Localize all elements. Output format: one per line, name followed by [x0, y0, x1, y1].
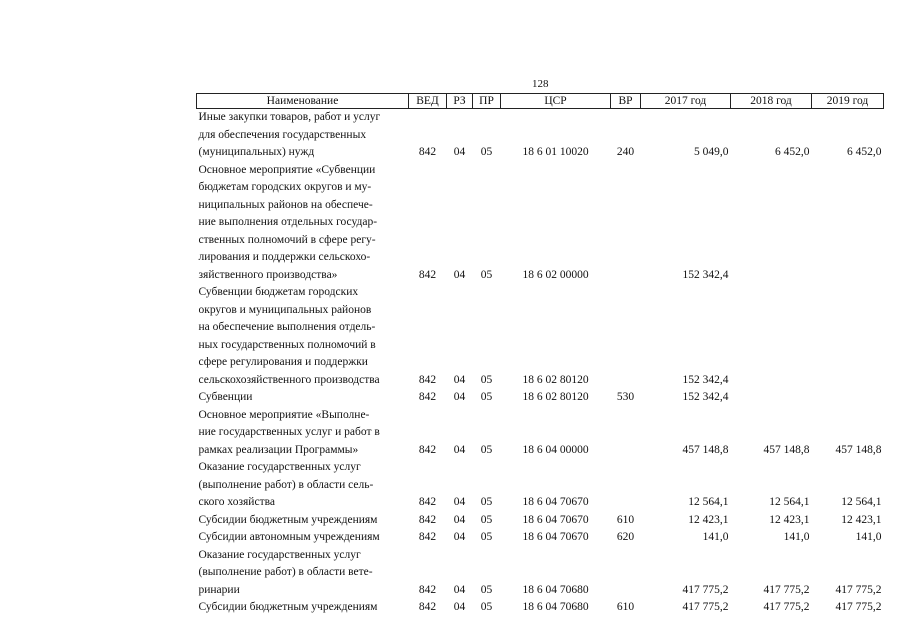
row-name-line: Субвенции бюджетам городских [198, 286, 359, 298]
ved-cell: 842 [418, 268, 437, 281]
table-row [197, 547, 884, 600]
row-name-cell [197, 512, 409, 530]
table-row [197, 512, 884, 530]
header-2018: 2018 год [731, 94, 812, 109]
row-name-line: ственных полномочий в сфере регу- [198, 233, 376, 246]
row-name-cell [197, 162, 409, 285]
amount-2018-cell: 12 564,1 [769, 496, 810, 508]
row-name-line: сельскохозяйственного производства [198, 373, 380, 386]
table-row [197, 284, 884, 389]
amount-2019-cell: 6 452,0 [847, 146, 882, 158]
ved-cell: 842 [418, 391, 437, 403]
vr-cell [611, 407, 641, 460]
amount-2018-cell: 12 423,1 [769, 513, 810, 526]
amount-2017-cell: 12 423,1 [688, 513, 729, 526]
csr-cell: 18 6 04 00000 [522, 443, 589, 456]
header-rz: РЗ [447, 94, 473, 109]
vr-cell: 240 [616, 146, 635, 158]
ved-cell: 842 [418, 146, 437, 158]
row-name-line: Иные закупки товаров, работ и услуг [198, 111, 381, 123]
row-name-line: бюджетам городских округов и му- [198, 181, 372, 193]
rz-cell: 04 [453, 373, 466, 386]
ved-cell: 842 [418, 443, 437, 456]
table-header-row [197, 94, 884, 109]
csr-cell: 18 6 04 70670 [522, 531, 589, 543]
rz-cell: 04 [453, 583, 466, 596]
rz-cell: 04 [453, 443, 466, 456]
header-ved: ВЕД [409, 94, 447, 109]
vr-cell [611, 547, 641, 600]
row-name-line: Субвенции [198, 391, 253, 403]
pr-cell: 05 [480, 601, 493, 613]
vr-cell [611, 284, 641, 389]
amount-2019-cell: 12 423,1 [841, 513, 882, 526]
amount-2018-cell: 417 775,2 [763, 583, 810, 596]
table-row [197, 529, 884, 547]
row-name-line: лирования и поддержки сельскохо- [198, 251, 371, 263]
row-name-line: округов и муниципальных районов [198, 303, 372, 316]
row-name-line: Субсидии бюджетным учреждениям [198, 513, 378, 526]
csr-cell: 18 6 02 80120 [522, 391, 589, 403]
ved-cell: 842 [418, 496, 437, 508]
row-name-line: ского хозяйства [198, 496, 275, 508]
amount-2017-cell: 5 049,0 [694, 146, 729, 158]
amount-2018-cell [731, 284, 812, 389]
amount-2017-cell: 457 148,8 [682, 443, 729, 456]
vr-cell [611, 162, 641, 285]
amount-2018-cell: 417 775,2 [763, 601, 810, 613]
row-name-line: Оказание государственных услуг [198, 548, 361, 561]
row-name-line: Субсидии автономным учреждениям [198, 531, 380, 543]
ved-cell: 842 [418, 513, 437, 526]
amount-2019-cell: 12 564,1 [841, 496, 882, 508]
row-name-line: на обеспечение выполнения отдель- [198, 321, 376, 333]
table-row [197, 162, 884, 285]
ved-cell: 842 [418, 583, 437, 596]
vr-cell: 620 [616, 531, 635, 543]
row-name-cell [197, 529, 409, 547]
row-name-cell [197, 599, 409, 617]
rz-cell: 04 [453, 146, 466, 158]
ved-cell: 842 [418, 531, 437, 543]
row-name-line: Субсидии бюджетным учреждениям [198, 601, 378, 613]
amount-2018-cell [731, 162, 812, 285]
vr-cell: 530 [616, 391, 635, 403]
rz-cell: 04 [453, 496, 466, 508]
row-name-line: ринарии [198, 583, 240, 596]
amount-2019-cell [812, 284, 884, 389]
pr-cell: 05 [480, 443, 493, 456]
header-vr: ВР [611, 94, 641, 109]
header-2017: 2017 год [641, 94, 731, 109]
amount-2019-cell: 417 775,2 [835, 583, 882, 596]
row-name-line: Оказание государственных услуг [198, 461, 361, 473]
pr-cell: 05 [480, 391, 493, 403]
rz-cell: 04 [453, 391, 466, 403]
row-name-cell [197, 547, 409, 600]
pr-cell: 05 [480, 373, 493, 386]
pr-cell: 05 [480, 146, 493, 158]
csr-cell: 18 6 04 70680 [522, 583, 589, 596]
table-row [197, 389, 884, 407]
pr-cell: 05 [480, 531, 493, 543]
amount-2017-cell: 152 342,4 [682, 373, 729, 386]
pr-cell: 05 [480, 268, 493, 281]
amount-2017-cell: 141,0 [702, 531, 729, 543]
pr-cell: 05 [480, 513, 493, 526]
amount-2018-cell [731, 389, 812, 407]
row-name-line: сфере регулирования и поддержки [198, 356, 368, 368]
csr-cell: 18 6 04 70670 [522, 513, 589, 526]
header-csr: ЦСР [501, 94, 611, 109]
ved-cell: 842 [418, 373, 437, 386]
csr-cell: 18 6 04 70680 [522, 601, 589, 613]
rz-cell: 04 [453, 531, 466, 543]
header-2019: 2019 год [812, 94, 884, 109]
amount-2019-cell [812, 162, 884, 285]
page-number: 128 [532, 78, 549, 90]
amount-2018-cell: 6 452,0 [775, 146, 810, 158]
csr-cell: 18 6 02 80120 [522, 373, 589, 386]
amount-2017-cell: 417 775,2 [682, 583, 729, 596]
amount-2017-cell: 12 564,1 [688, 496, 729, 508]
table-row [197, 459, 884, 512]
amount-2018-cell: 457 148,8 [763, 443, 810, 456]
row-name-line: (выполнение работ) в области вете- [198, 566, 373, 578]
row-name-line: рамках реализации Программы» [198, 443, 359, 456]
amount-2019-cell: 457 148,8 [835, 443, 882, 456]
row-name-cell [197, 109, 409, 162]
table-row [197, 407, 884, 460]
row-name-line: (выполнение работ) в области сель- [198, 478, 374, 491]
table-row [197, 109, 884, 162]
vr-cell: 610 [616, 601, 635, 613]
row-name-line: для обеспечения государственных [198, 128, 367, 141]
row-name-line: ных государственных полномочий в [198, 338, 376, 351]
csr-cell: 18 6 02 00000 [522, 268, 589, 281]
amount-2017-cell: 417 775,2 [682, 601, 729, 613]
row-name-line: Основное мероприятие «Субвенции [198, 163, 376, 176]
amount-2017-cell: 152 342,4 [682, 391, 729, 403]
row-name-line: Основное мероприятие «Выполне- [198, 408, 370, 421]
vr-cell [611, 459, 641, 512]
table-row [197, 599, 884, 617]
row-name-cell [197, 284, 409, 389]
csr-cell: 18 6 01 10020 [522, 146, 589, 158]
row-name-line: ниципальных районов на обеспече- [198, 198, 373, 211]
row-name-line: ние выполнения отдельных государ- [198, 216, 378, 228]
rz-cell: 04 [453, 268, 466, 281]
budget-table [196, 93, 884, 617]
csr-cell: 18 6 04 70670 [522, 496, 589, 508]
row-name-cell [197, 459, 409, 512]
ved-cell: 842 [418, 601, 437, 613]
row-name-cell [197, 389, 409, 407]
amount-2019-cell [812, 389, 884, 407]
amount-2017-cell: 152 342,4 [682, 268, 729, 281]
amount-2019-cell: 141,0 [855, 531, 882, 543]
amount-2018-cell: 141,0 [783, 531, 810, 543]
row-name-cell [197, 407, 409, 460]
amount-2019-cell: 417 775,2 [835, 601, 882, 613]
rz-cell: 04 [453, 513, 466, 526]
header-pr: ПР [473, 94, 501, 109]
row-name-line: зяйственного производства» [198, 268, 338, 281]
pr-cell: 05 [480, 583, 493, 596]
row-name-line: ние государственных услуг и работ в [198, 426, 380, 438]
vr-cell: 610 [616, 513, 635, 526]
rz-cell: 04 [453, 601, 466, 613]
header-name: Наименование [197, 94, 409, 109]
pr-cell: 05 [480, 496, 493, 508]
row-name-line: (муниципальных) нужд [198, 146, 315, 158]
